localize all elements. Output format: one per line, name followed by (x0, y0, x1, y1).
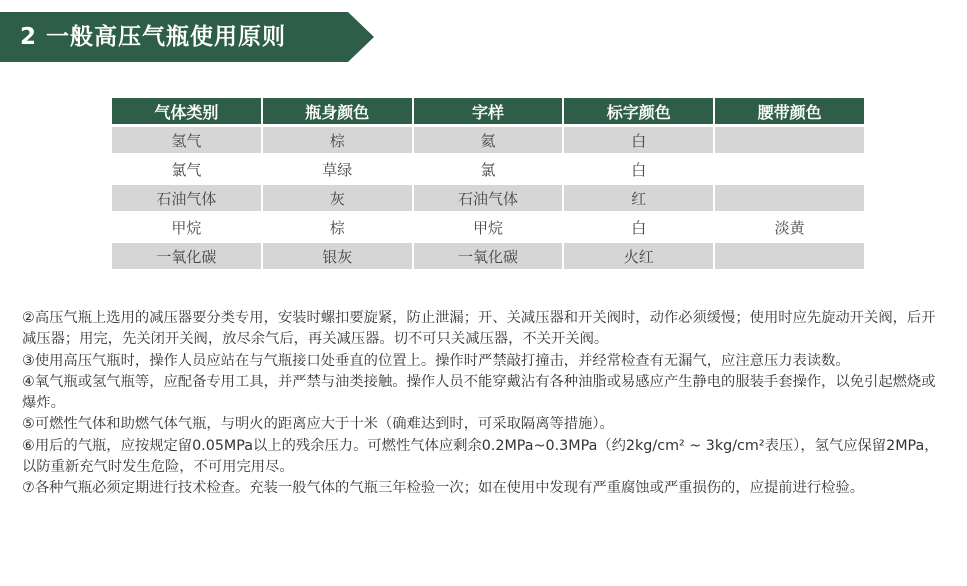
table-cell: 白 (564, 127, 713, 153)
table-cell: 一氧化碳 (414, 243, 563, 269)
note-paragraph: ④氧气瓶或氢气瓶等，应配备专用工具，并严禁与油类接触。操作人员不能穿戴沾有各种油脂或易感应产生静电的服装手套操作，以免引起燃烧或爆炸。 (22, 373, 936, 412)
table-cell: 淡黄 (715, 214, 864, 240)
table-cell: 红 (564, 185, 713, 211)
table-cell: 白 (564, 156, 713, 182)
table-cell (715, 156, 864, 182)
table-cell: 灰 (263, 185, 412, 211)
table-cell: 棕 (263, 214, 412, 240)
table-row (112, 127, 864, 153)
table-cell: 火红 (564, 243, 713, 269)
header-lettering: 字样 (414, 98, 563, 124)
table-cell: 甲烷 (414, 214, 563, 240)
note-paragraph: ⑦各种气瓶必须定期进行技术检查。充装一般气体的气瓶三年检验一次；如在使用中发现有严重腐蚀或严重损伤的，应提前进行检验。 (22, 480, 865, 497)
table-cell: 氯气 (112, 156, 261, 182)
table-row (112, 243, 864, 269)
table-cell: 石油气体 (414, 185, 563, 211)
usage-notes (22, 308, 947, 500)
note-paragraph: ⑤可燃性气体和助燃气体气瓶，与明火的距离应大于十米（确难达到时，可采取隔离等措施）。 (22, 416, 614, 433)
note-paragraph: ②高压气瓶上选用的减压器要分类专用，安装时螺扣要旋紧，防止泄漏；开、关减压器和开关阀时，动作必须缓慢；使用时应先旋动开关阀，后开减压器；用完，先关闭开关阀，放尽余气后，再关减压器。切不可只关减压器，不关开关阀。 (22, 310, 936, 348)
header-body-color: 瓶身颜色 (263, 98, 412, 124)
table-cell (715, 243, 864, 269)
header-band-color: 腰带颜色 (715, 98, 864, 124)
table-cell: 白 (564, 214, 713, 240)
header-gas-type: 气体类别 (112, 98, 261, 124)
page-title: 2 一般高压气瓶使用原则 (20, 24, 287, 50)
table-cell: 石油气体 (112, 185, 261, 211)
table-cell: 棕 (263, 127, 412, 153)
table-cell: 氦 (414, 127, 563, 153)
table-row (112, 156, 864, 182)
table-cell: 氢气 (112, 127, 261, 153)
table-cell: 甲烷 (112, 214, 261, 240)
note-paragraph: ③使用高压气瓶时，操作人员应站在与气瓶接口处垂直的位置上。操作时严禁敲打撞击，并经常检查有无漏气，应注意压力表读数。 (22, 352, 850, 369)
gas-cylinder-table (110, 95, 866, 272)
table-cell: 氯 (414, 156, 563, 182)
header-letter-color: 标字颜色 (564, 98, 713, 124)
table-cell: 一氧化碳 (112, 243, 261, 269)
note-paragraph: ⑥用后的气瓶，应按规定留0.05MPa以上的残余压力。可燃性气体应剩余0.2MPa~0.3MPa（约2kg/cm² ~ 3kg/cm²表压），氢气应保留2MPa，以防重新充气时发生危险，不可用完用尽。 (22, 437, 939, 476)
table-cell (715, 185, 864, 211)
table-row (112, 214, 864, 240)
table-cell (715, 127, 864, 153)
table-row (112, 185, 864, 211)
table-header-row (112, 98, 864, 124)
table-cell: 银灰 (263, 243, 412, 269)
table-cell: 草绿 (263, 156, 412, 182)
